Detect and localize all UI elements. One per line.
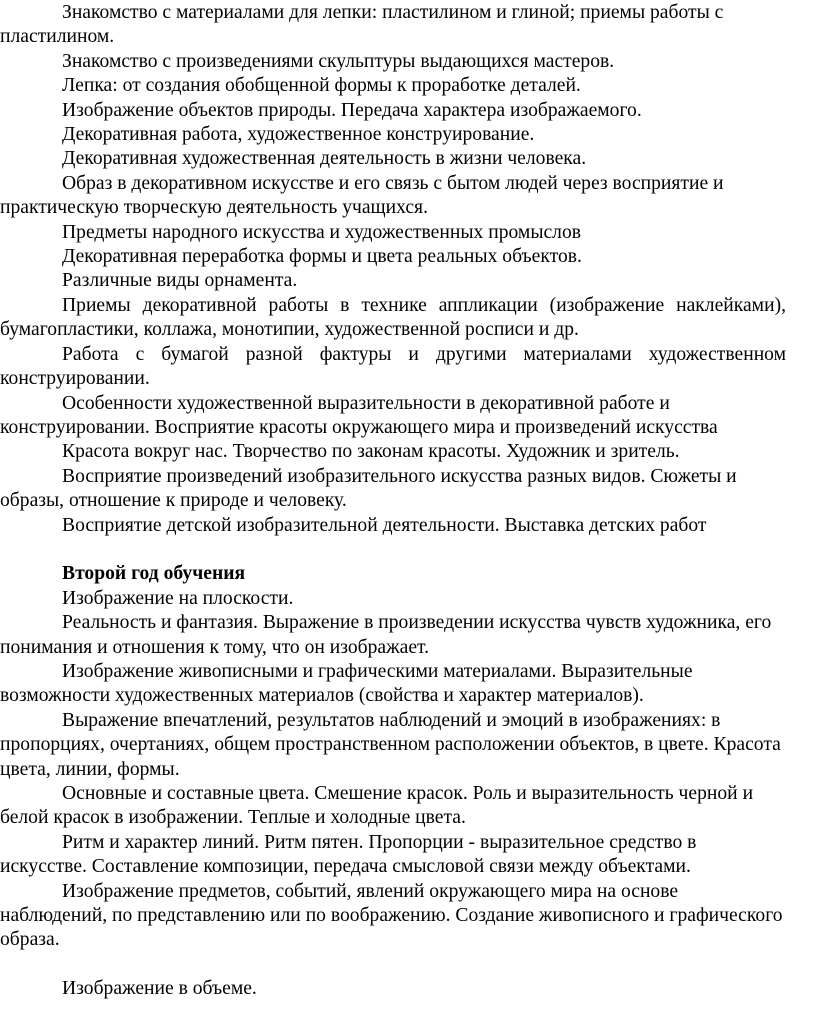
paragraph-decorative-work: Декоративная работа, художественное конструирование.	[62, 124, 535, 146]
paragraph-painting-materials: Изображение живописными и графическими материалами. Выразительные возможности художественных материалов (свойства и характер материалов).	[0, 660, 693, 707]
paragraph-reality-fantasy: Реальность и фантазия. Выражение в произведении искусства чувств художника, его понимания и отношения к тому, что он изображает.	[0, 612, 772, 658]
paragraph-depiction: Изображение предметов, событий, явлений окружающего мира на основе наблюдений, по представлению или по воображению. Создание живописного и графического образа.	[0, 880, 783, 951]
paragraph-sculpture-masters: Знакомство с произведениями скульптуры выдающихся мастеров.	[62, 50, 615, 72]
blank-line	[0, 538, 786, 562]
paragraph-form-color: Декоративная переработка формы и цвета реальных объектов.	[62, 246, 582, 268]
paragraph-impressions: Выражение впечатлений, результатов наблюдений и эмоций в изображениях: в пропорциях, очертаниях, общем пространственном расположении объектов, в цвете. Красота цвета, линии, формы.	[0, 709, 781, 780]
paragraph-rhythm: Ритм и характер линий. Ритм пятен. Пропорции - выразительное средство в искусстве. Составление композиции, передача смысловой связи между объектами.	[0, 831, 697, 878]
section-heading-second-year: Второй год обучения	[62, 563, 246, 585]
paragraph-decorative-image: Образ в декоративном искусстве и его связь с бытом людей через восприятие и практическую творческую деятельность учащихся.	[0, 172, 724, 219]
paragraph-ornament: Различные виды орнамента.	[62, 270, 298, 292]
paragraph-beauty: Красота вокруг нас. Творчество по законам красоты. Художник и зритель.	[62, 441, 680, 463]
paragraph-clay-materials: Знакомство с материалами для лепки: пластилином и глиной; приемы работы с пластилином.	[0, 2, 724, 48]
blank-line	[0, 953, 786, 977]
paragraph-decorative-activity: Декоративная художественная деятельность в жизни человека.	[62, 148, 587, 170]
paragraph-volume-image: Изображение в объеме.	[62, 978, 257, 1000]
paragraph-techniques: Приемы декоративной работы в технике аппликации (изображение наклейками), бумагопластики, коллажа, монотипии, художественной росписи и др.	[0, 294, 786, 341]
paragraph-colors: Основные и составные цвета. Смешение красок. Роль и выразительность черной и белой красок в изображении. Теплые и холодные цвета.	[0, 782, 754, 829]
paragraph-nature-objects: Изображение объектов природы. Передача характера изображаемого.	[62, 99, 642, 121]
paragraph-modeling: Лепка: от создания обобщенной формы к проработке деталей.	[62, 75, 581, 97]
paragraph-expressiveness: Особенности художественной выразительности в декоративной работе и конструировании. Восприятие красоты окружающего мира и произведений искусства	[0, 392, 718, 438]
paragraph-perception-art: Восприятие произведений изобразительного искусства разных видов. Сюжеты и образы, отношение к природе и человеку.	[0, 465, 737, 512]
paragraph-plane-image: Изображение на плоскости.	[62, 587, 294, 609]
paragraph-paper-work: Работа с бумагой разной фактуры и другими материалами художественном конструировании.	[0, 343, 786, 390]
paragraph-folk-art: Предметы народного искусства и художественных промыслов	[62, 221, 582, 243]
paragraph-children-exhibition: Восприятие детской изобразительной деятельности. Выставка детских работ	[62, 514, 707, 536]
